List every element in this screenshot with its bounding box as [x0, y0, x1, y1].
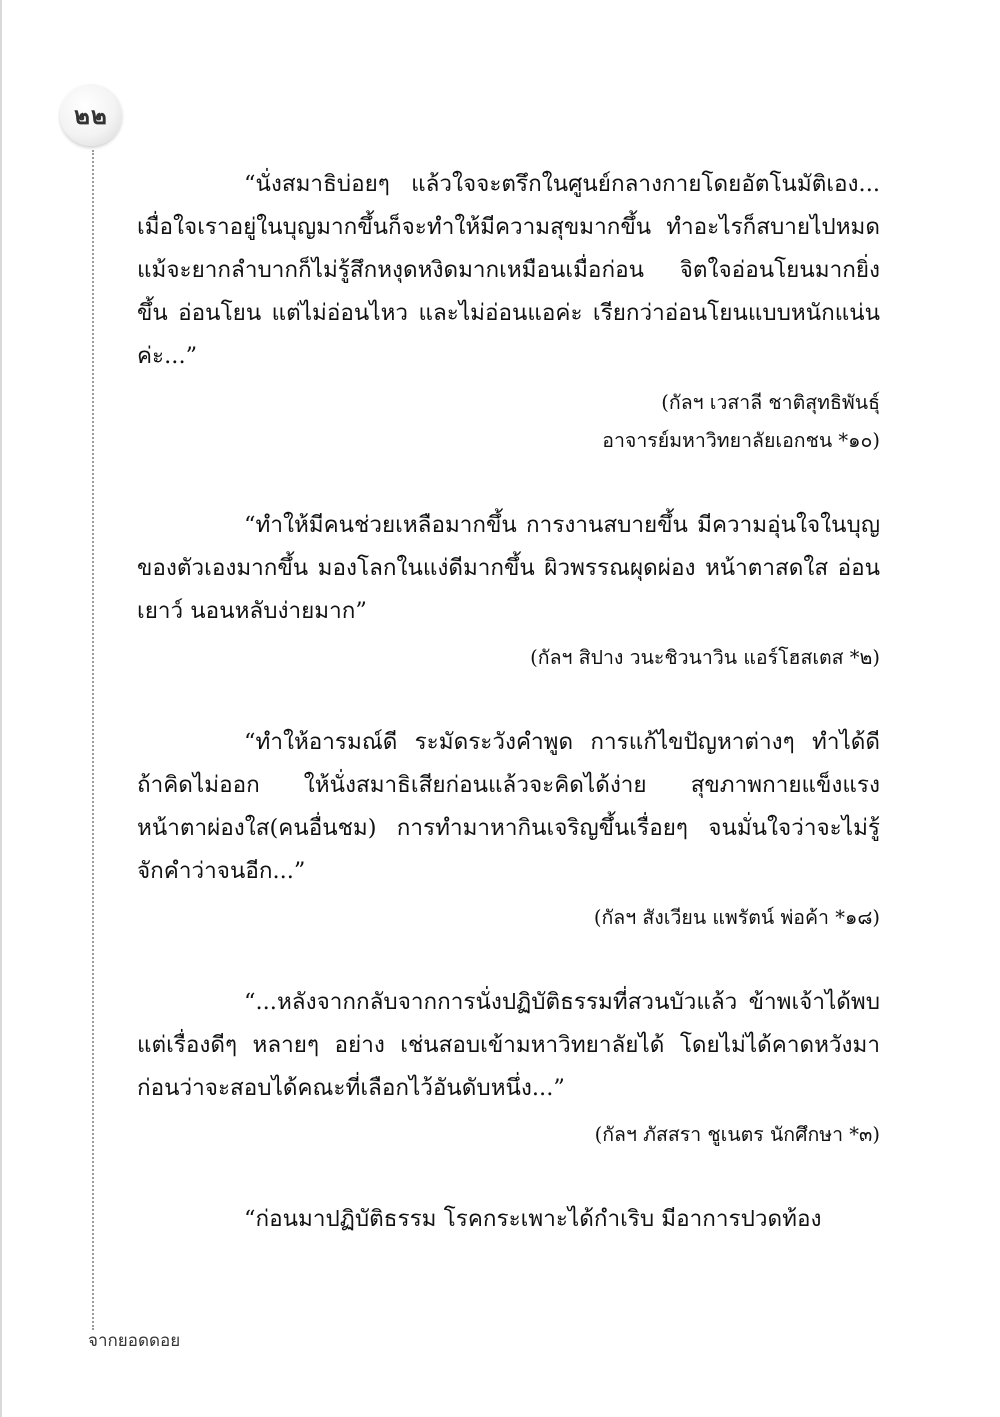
testimonial-quote: “ทำให้อารมณ์ดี ระมัดระวังคำพูด การแก้ไขปัญหาต่างๆ ทำได้ดี ถ้าคิดไม่ออก ให้นั่งสมาธิเสียก่อนแล้วจะคิดได้ง่าย สุขภาพกายแข็งแรง หน้าตาผ่องใส(คนอื่นชม) การทำมาหากินเจริญขึ้นเรื่อยๆ จนมั่นใจว่าจะไม่รู้จักคำว่าจนอีก...”	[137, 729, 880, 884]
testimonial-attribution: (กัลฯ สังเวียน แพรัตน์ พ่อค้า *๑๘)	[593, 906, 880, 929]
footer-book-title: จากยอดดอย	[88, 1331, 181, 1351]
testimonial-quote: “นั่งสมาธิบ่อยๆ แล้วใจจะตรึกในศูนย์กลางกายโดยอัตโนมัติเอง... เมื่อใจเราอยู่ในบุญมากขึ้นก็จะทำให้มีความสุขมากขึ้น ทำอะไรก็สบายไปหมด แม้จะยากลำบากก็ไม่รู้สึกหงุดหงิดมากเหมือนเมื่อก่อน จิตใจอ่อนโยนมากยิ่งขึ้น อ่อนโยน แต่ไม่อ่อนไหว และไม่อ่อนแอค่ะ เรียกว่าอ่อนโยนแบบหนักแน่นค่ะ...”	[137, 171, 880, 369]
testimonial-attribution: (กัลฯ ภัสสรา ชูเนตร นักศึกษา *๓)	[594, 1123, 880, 1146]
page-number-badge	[60, 84, 122, 146]
testimonial-quote: “ก่อนมาปฏิบัติธรรม โรคกระเพาะได้กำเริบ มีอาการปวดท้อง	[244, 1206, 822, 1232]
dotted-margin-rule	[92, 150, 94, 1330]
testimonial-attribution: (กัลฯ เวสาลี ชาติสุทธิพันธุ์	[661, 391, 880, 414]
testimonial-quote: “...หลังจากกลับจากการนั่งปฏิบัติธรรมที่สวนบัวแล้ว ข้าพเจ้าได้พบแต่เรื่องดีๆ หลายๆ อย่าง เช่นสอบเข้ามหาวิทยาลัยได้ โดยไม่ได้คาดหวังมาก่อนว่าจะสอบได้คณะที่เลือกไว้อันดับหนึ่ง...”	[137, 989, 880, 1101]
testimonial-quote: “ทำให้มีคนช่วยเหลือมากขึ้น การงานสบายขึ้น มีความอุ่นใจในบุญของตัวเองมากขึ้น มองโลกในแง่ดีมากขึ้น ผิวพรรณผุดผ่อง หน้าตาสดใส อ่อนเยาว์ นอนหลับง่ายมาก”	[137, 512, 880, 624]
page-edge	[0, 0, 2, 1417]
testimonial-attribution: (กัลฯ สิปาง วนะชิวนาวิน แอร์โฮสเตส *๒)	[530, 646, 880, 669]
testimonial-attribution-occupation: อาจารย์มหาวิทยาลัยเอกชน *๑๐)	[602, 429, 880, 452]
page-number: ๒๒	[74, 100, 108, 130]
page-content	[137, 163, 880, 1241]
